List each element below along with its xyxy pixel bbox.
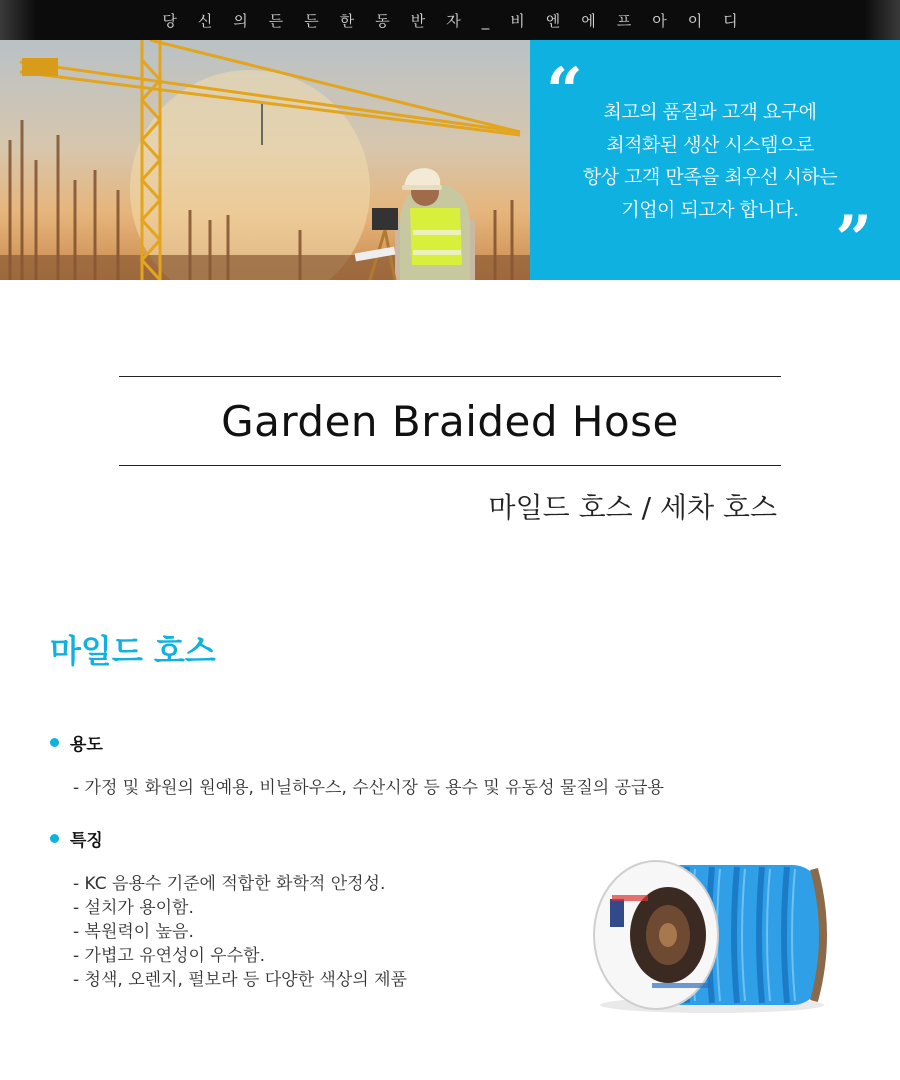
feature-line: - 가볍고 유연성이 우수함. [73,946,265,966]
feature-line: - 복원력이 높음. [73,922,194,942]
section-title: 마일드 호스 [50,632,216,670]
quote-line: 기업이 되고자 합니다. [621,198,799,221]
product-title: Garden Braided Hose [221,396,679,446]
feature-line: - KC 음용수 기준에 적합한 화학적 안정성. [73,874,386,894]
features-label: 특징 [70,831,103,851]
hero-section [0,40,900,280]
product-title-box [119,376,781,466]
construction-site-photo [0,40,530,280]
usage-bullet [50,730,103,755]
hero-quote-box [530,40,900,280]
usage-lines [73,776,664,800]
feature-line: - 설치가 용이함. [73,898,194,918]
quote-line: 항상 고객 만족을 최우선 시하는 [582,166,838,188]
dot-icon [50,834,59,843]
dot-icon [50,738,59,747]
top-banner [0,0,900,40]
open-quote-icon: “ [546,54,583,129]
usage-label: 용도 [70,735,103,755]
features-bullet [50,826,103,851]
usage-line: - 가정 및 화원의 원예용, 비닐하우스, 수산시장 등 용수 및 유동성 물질의 공급용 [73,778,664,798]
feature-line: - 청색, 오렌지, 펄보라 등 다양한 색상의 제품 [73,970,407,990]
hose-reel-product-image [592,855,832,1015]
quote-line: 최적화된 생산 시스템으로 [606,133,814,156]
features-lines [73,872,407,992]
banner-tagline: 당신의든든한동반자_비엔에프아이디 [162,11,759,30]
close-quote-icon: ” [835,202,872,277]
product-subtitle: 마일드 호스 / 세차 호스 [488,491,777,524]
quote-line: 최고의 품질과 고객 요구에 [603,101,817,123]
